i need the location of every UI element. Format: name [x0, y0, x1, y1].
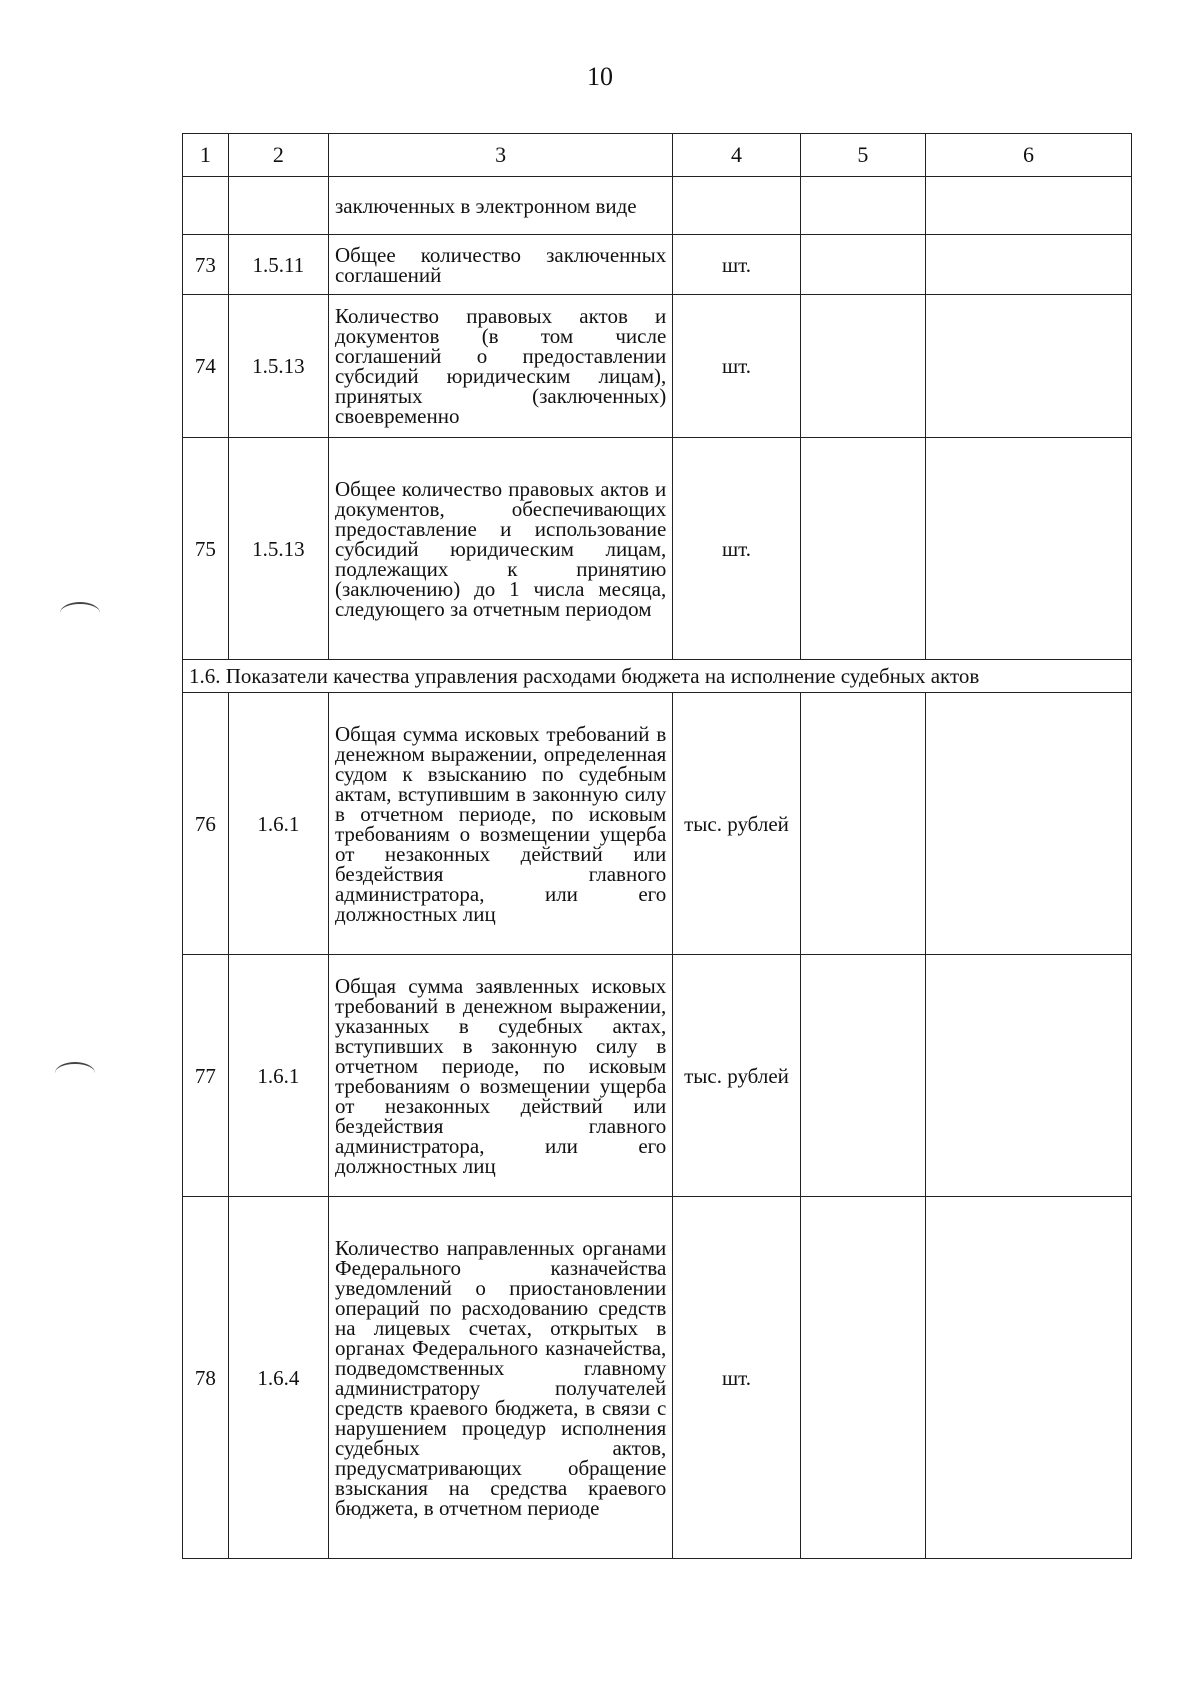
indicator-code: 1.5.13 — [228, 295, 328, 438]
cell-col6 — [926, 438, 1132, 660]
row-number: 76 — [183, 693, 229, 955]
indicator-code: 1.6.4 — [228, 1197, 328, 1559]
row-number: 77 — [183, 955, 229, 1197]
unit: шт. — [673, 235, 800, 295]
unit: шт. — [673, 295, 800, 438]
indicator-code — [228, 177, 328, 235]
cell-col6 — [926, 693, 1132, 955]
indicator-code: 1.6.1 — [228, 693, 328, 955]
table-row — [183, 693, 1132, 955]
row-number: 74 — [183, 295, 229, 438]
cell-col6 — [926, 1197, 1132, 1559]
indicator-description: Общее количество правовых актов и документов, обеспечивающих предоставление и использование субсидий юридическим лицам, подлежащих к принятию (заключению) до 1 числа месяца, следующего за отчетным периодом — [328, 438, 672, 660]
cell-col5 — [800, 177, 925, 235]
table-row — [183, 295, 1132, 438]
column-header: 4 — [673, 134, 800, 177]
cell-col5 — [800, 955, 925, 1197]
table-row — [183, 235, 1132, 295]
row-number: 78 — [183, 1197, 229, 1559]
column-header: 1 — [183, 134, 229, 177]
unit: шт. — [673, 1197, 800, 1559]
row-number: 75 — [183, 438, 229, 660]
section-row — [183, 660, 1132, 693]
indicator-description: Общее количество заключенных соглашений — [328, 235, 672, 295]
column-header: 6 — [926, 134, 1132, 177]
cell-col5 — [800, 1197, 925, 1559]
table-row — [183, 1197, 1132, 1559]
page-number: 10 — [587, 62, 613, 91]
indicator-description: Общая сумма заявленных исковых требований в денежном выражении, указанных в судебных актах, вступивших в законную силу в отчетном периоде, по исковым требованиям о возмещении ущерба от незаконных действий или бездействия главного администратора, или его должностных лиц — [328, 955, 672, 1197]
indicator-code: 1.5.11 — [228, 235, 328, 295]
table-row — [183, 438, 1132, 660]
unit: тыс. рублей — [673, 693, 800, 955]
row-number — [183, 177, 229, 235]
margin-mark-bottom — [55, 1062, 95, 1084]
table-row — [183, 177, 1132, 235]
indicator-code: 1.5.13 — [228, 438, 328, 660]
cell-col6 — [926, 177, 1132, 235]
cell-col6 — [926, 295, 1132, 438]
margin-mark-top — [60, 602, 100, 624]
indicator-description: заключенных в электронном виде — [328, 177, 672, 235]
column-header: 5 — [800, 134, 925, 177]
cell-col5 — [800, 235, 925, 295]
indicator-description: Количество направленных органами Федерального казначейства уведомлений о приостановлении операций по расходованию средств на лицевых счетах, открытых в органах Федерального казначейства, подведомственных главному администратору получателей средств краевого бюджета, в связи с нарушением процедур исполнения судебных актов, предусматривающих обращение взыскания на средства краевого бюджета, в отчетном периоде — [328, 1197, 672, 1559]
section-title: 1.6. Показатели качества управления расходами бюджета на исполнение судебных актов — [183, 660, 1132, 693]
column-header: 3 — [328, 134, 672, 177]
table-header-row — [183, 134, 1132, 177]
unit: тыс. рублей — [673, 955, 800, 1197]
indicator-description: Количество правовых актов и документов (в том числе соглашений о предоставлении субсидий юридическим лицам), принятых (заключенных) своевременно — [328, 295, 672, 438]
unit: шт. — [673, 438, 800, 660]
cell-col6 — [926, 235, 1132, 295]
indicators-table — [182, 133, 1132, 1559]
cell-col6 — [926, 955, 1132, 1197]
indicator-description: Общая сумма исковых требований в денежном выражении, определенная судом к взысканию по судебным актам, вступившим в законную силу в отчетном периоде, по исковым требованиям о возмещении ущерба от незаконных действий или бездействия главного администратора, или его должностных лиц — [328, 693, 672, 955]
row-number: 73 — [183, 235, 229, 295]
indicator-code: 1.6.1 — [228, 955, 328, 1197]
cell-col5 — [800, 693, 925, 955]
unit — [673, 177, 800, 235]
cell-col5 — [800, 438, 925, 660]
cell-col5 — [800, 295, 925, 438]
table-row — [183, 955, 1132, 1197]
column-header: 2 — [228, 134, 328, 177]
